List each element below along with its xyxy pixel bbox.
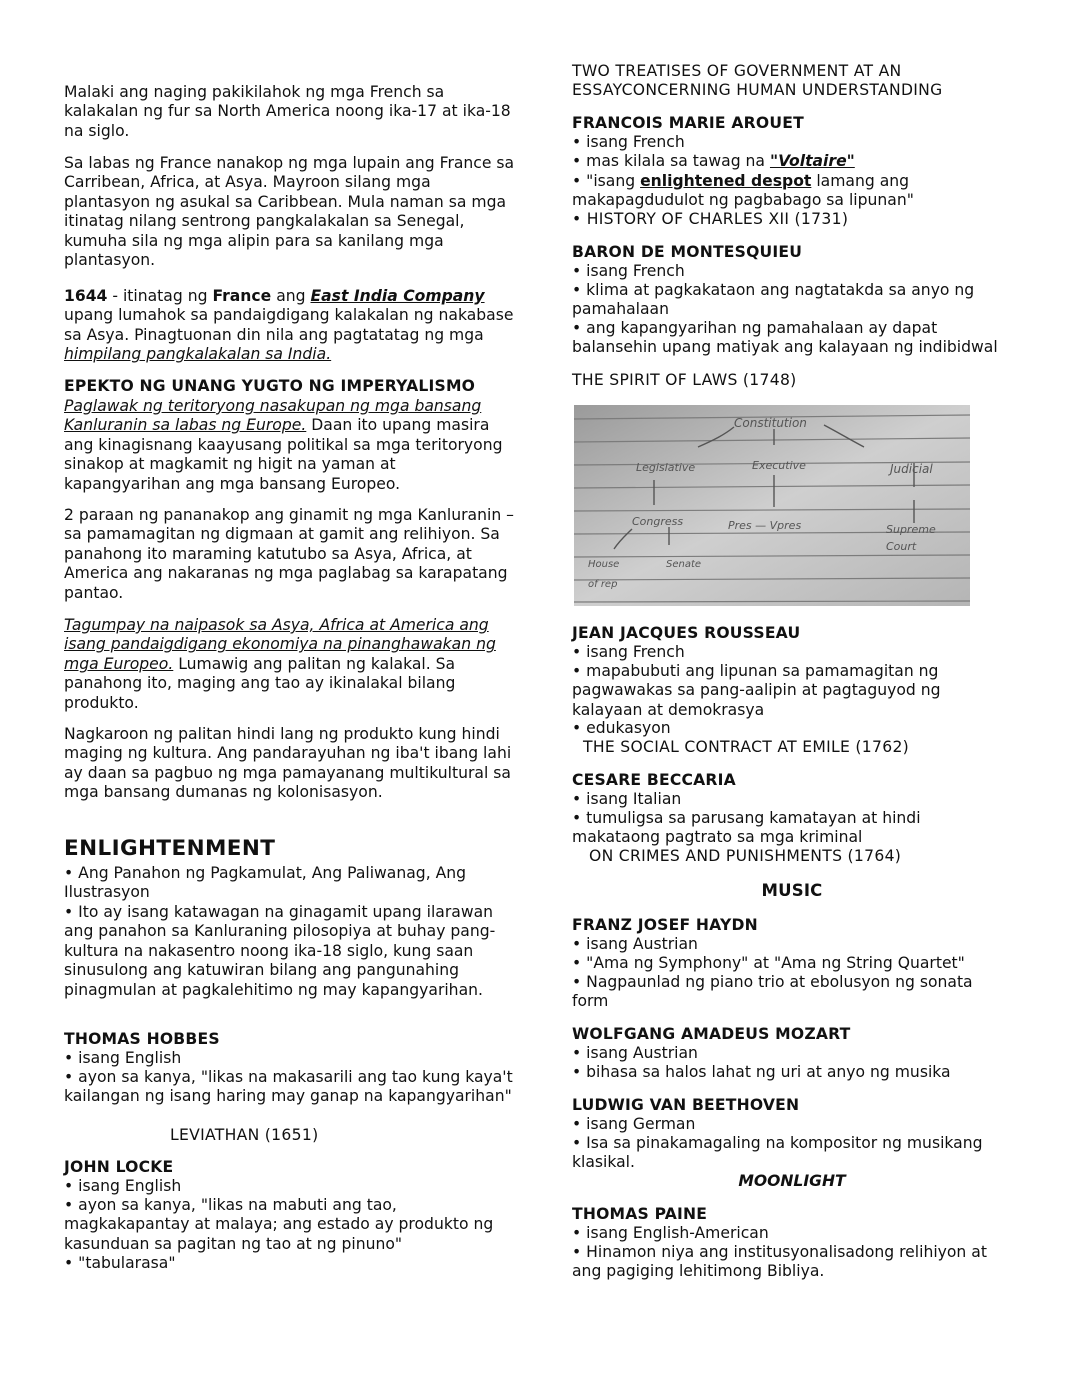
arouet-bullet-1: • isang French: [572, 133, 685, 151]
montesquieu-bullet-2: • klima at pagkakataon ang nagtatakda sa anyo ng pamahalaan: [572, 281, 975, 319]
beccaria-work: ON CRIMES AND PUNISHMENTS (1764): [589, 847, 902, 865]
intro-paragraph-colonies: Sa labas ng France nanakop ng mga lupain ang France sa Carribean, Africa, at Asya. Mayroon silang mga plantasyon ng asukal sa Caribbean. Mula naman sa mga itinatag nilang sentrong pangkalakalan sa Senegal, kumuha sila ng mga alipin para sa kanilang mga plantasyon.: [64, 154, 515, 270]
text-span: - itinatag ng: [107, 287, 213, 305]
himpilan-label: himpilang pangkalakalan sa India.: [64, 345, 332, 364]
enlightened-despot-label: enlightened despot: [640, 172, 812, 190]
haydn-bullet-1: • isang Austrian: [572, 935, 698, 953]
effect-emphasis-1: Paglawak ng teritoryong nasakupan ng mga bansang Kanluranin sa labas ng Europe.: [64, 397, 482, 435]
enlightenment-heading: ENLIGHTENMENT: [64, 836, 276, 861]
haydn-name: FRANZ JOSEF HAYDN: [572, 916, 758, 934]
intro-paragraph-fur-trade: Malaki ang naging pakikilahok ng mga French sa kalakalan ng fur sa North America noong ika-17 at ika-18 na siglo.: [64, 83, 511, 140]
music-heading: MUSIC: [761, 881, 823, 900]
separation-of-powers-diagram: [574, 405, 970, 606]
hobbes-work: LEVIATHAN (1651): [170, 1126, 319, 1144]
arouet-bullet-2: [572, 152, 1012, 171]
label-court: Court: [886, 540, 917, 553]
locke-bullet-2: • ayon sa kanya, "likas na mabuti ang tao, magkakapantay at malaya; ang estado ay produkto ng kasunduan sa pagitan ng tao at ng pinuno": [64, 1196, 494, 1253]
beethoven-work: MOONLIGHT: [738, 1172, 846, 1190]
hobbes-bullet-1: • isang English: [64, 1049, 182, 1067]
east-india-company-label: East India Company: [310, 287, 485, 305]
beccaria-name: CESARE BECCARIA: [572, 771, 736, 789]
text-span: Daan ito upang masira ang kinagisnang kaayusang politikal sa mga teritoryong sinakop at magkamit ng higit na yaman at kapangyarihan ang mga bansang Europeo.: [64, 416, 503, 493]
montesquieu-name: BARON DE MONTESQUIEU: [572, 243, 803, 261]
text-span: • mas kilala sa tawag na: [572, 152, 770, 170]
montesquieu-bullet-1: • isang French: [572, 262, 685, 280]
haydn-bullet-3: • Nagpaunlad ng piano trio at ebolusyon ng sonata form: [572, 973, 973, 1011]
label-senate: Senate: [666, 559, 702, 570]
year-1644: 1644: [64, 287, 108, 305]
rousseau-bullet-1: • isang French: [572, 643, 685, 661]
beethoven-bullet-1: • isang German: [572, 1115, 696, 1133]
label-judicial: Judicial: [890, 462, 933, 476]
locke-name: JOHN LOCKE: [64, 1158, 174, 1176]
label-of-rep: of rep: [588, 579, 618, 590]
paine-bullet-2: • Hinamon niya ang institusyonalisadong relihiyon at ang pagiging lehitimong Bibliya.: [572, 1243, 987, 1281]
beccaria-bullet-2: • tumuligsa sa parusang kamatayan at hindi makataong pagtrato sa mga kriminal: [572, 809, 921, 847]
label-constitution: Constitution: [734, 416, 807, 430]
text-span: Lumawig ang palitan ng kalakal. Sa panahong ito, maging ang tao ay ikinalakal bilang produkto.: [64, 654, 456, 712]
text-span: • "isang: [572, 172, 641, 190]
paine-bullet-1: • isang English-American: [572, 1224, 769, 1242]
paragraph-east-india-company: [64, 287, 516, 365]
beethoven-bullet-2: • Isa sa pinakamagaling na kompositor ng musikang klasikal.: [572, 1134, 983, 1172]
hobbes-bullet-2: • ayon sa kanya, "likas na makasarili ang tao kung kaya't kailangan ng isang haring may ganap na kapangyarihan": [64, 1068, 513, 1106]
arouet-bullet-3: [572, 172, 1012, 211]
text-span: upang lumahok sa pandaigdigang kalakalan ng nakabase sa Asya. Pinagtuonan din nila ang pagtatatag ng mga: [64, 306, 514, 344]
paper-background: [574, 405, 970, 606]
montesquieu-work: THE SPIRIT OF LAWS (1748): [572, 371, 797, 389]
voltaire-label: "Voltaire": [769, 152, 855, 170]
label-supreme: Supreme: [886, 523, 936, 536]
beccaria-bullet-1: • isang Italian: [572, 790, 682, 808]
rousseau-work: THE SOCIAL CONTRACT AT EMILE (1762): [583, 738, 910, 756]
label-legislative: Legislative: [636, 461, 696, 474]
effect-paragraph-2: 2 paraan ng pananakop ang ginamit ng mga Kanluranin – sa pamamagitan ng digmaan at gamit ang relihiyon. Sa panahong ito maraming katutubo sa Asya, Africa, at America ang nakaranas ng mga paglabag sa karapatang pantao.: [64, 506, 514, 602]
locke-work: TWO TREATISES OF GOVERNMENT AT AN ESSAYCONCERNING HUMAN UNDERSTANDING: [572, 62, 943, 100]
rousseau-bullet-2: • mapabubuti ang lipunan sa pamamagitan ng pagwawakas sa pang-aalipin at pagtaguyod ng kalayaan at demokrasya: [572, 662, 941, 719]
montesquieu-bullet-3: • ang kapangyarihan ng pamahalaan ay dapat balansehin upang matiyak ang kalayaan ng indibidwal: [572, 319, 998, 357]
locke-bullet-1: • isang English: [64, 1177, 182, 1195]
mozart-bullet-1: • isang Austrian: [572, 1044, 698, 1062]
text-span: lamang ang makapagdudulot ng pagbabago sa lipunan": [572, 172, 914, 210]
arouet-work: • HISTORY OF CHARLES XII (1731): [572, 210, 849, 228]
mozart-name: WOLFGANG AMADEUS MOZART: [572, 1025, 851, 1043]
locke-bullet-3: • "tabularasa": [64, 1254, 176, 1272]
arouet-name: FRANCOIS MARIE AROUET: [572, 114, 804, 132]
effect-emphasis-3: Tagumpay na naipasok sa Asya, Africa at America ang isang pandaigdigang ekonomiya na pinanghawakan ng mga Europeo.: [64, 616, 496, 673]
effect-paragraph-4: Nagkaroon ng palitan hindi lang ng produkto kung hindi maging ng kultura. Ang pandarayuhan ng iba't ibang lahi ay daan sa pagbuo ng mga pamayanang multikultural sa mga bansang dumanas ng kolonisasyon.: [64, 725, 512, 802]
haydn-bullet-2: • "Ama ng Symphony" at "Ama ng String Quartet": [572, 954, 965, 972]
text-span: ang: [271, 287, 311, 305]
enlightenment-bullet-1: • Ang Panahon ng Pagkamulat, Ang Paliwanag, Ang Ilustrasyon: [64, 864, 467, 902]
effect-heading: EPEKTO NG UNANG YUGTO NG IMPERYALISMO: [64, 377, 476, 395]
label-pres-vpres: Pres — Vpres: [728, 519, 802, 532]
effect-paragraph-1: [64, 397, 516, 494]
label-congress: Congress: [632, 515, 684, 528]
rousseau-name: JEAN JACQUES ROUSSEAU: [572, 624, 801, 642]
effect-paragraph-3: [64, 616, 516, 713]
beethoven-name: LUDWIG VAN BEETHOVEN: [572, 1096, 800, 1114]
rousseau-bullet-3: • edukasyon: [572, 719, 671, 737]
label-house: House: [588, 559, 620, 570]
label-executive: Executive: [752, 459, 806, 472]
mozart-bullet-2: • bihasa sa halos lahat ng uri at anyo ng musika: [572, 1063, 951, 1081]
enlightenment-bullet-2: • Ito ay isang katawagan na ginagamit upang ilarawan ang panahon sa Kanluraning pilosopiya at buhay pang-kultura na nakasentro noong ika-18 siglo, kung saan sinusulong ang katuwiran bilang ang pangunahing pinagmulan at pagkalehitimo ng may kapangyarihan.: [64, 903, 496, 999]
paine-name: THOMAS PAINE: [572, 1205, 708, 1223]
hobbes-name: THOMAS HOBBES: [64, 1030, 220, 1048]
france-label: France: [212, 287, 272, 305]
